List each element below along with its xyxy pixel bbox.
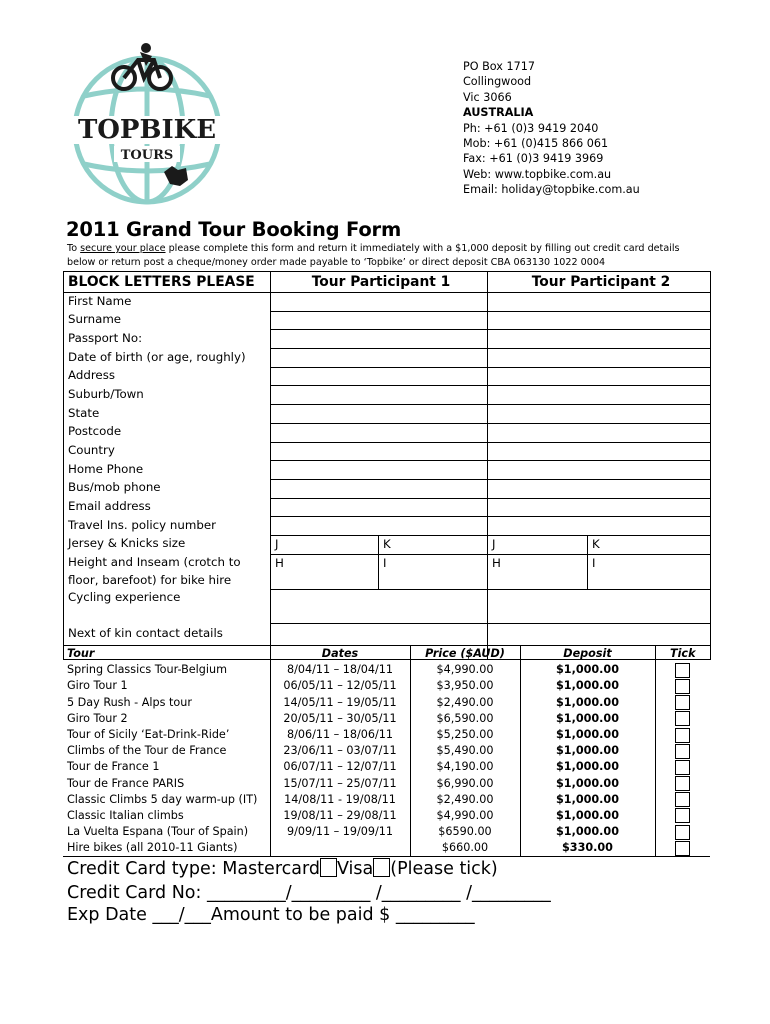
address-line: PO Box 1717 — [463, 60, 535, 73]
p2-field[interactable] — [488, 311, 711, 330]
tour-row — [63, 727, 710, 743]
p2-knicks-field[interactable]: K — [588, 535, 711, 554]
tour-name: Climbs of the Tour de France — [67, 744, 227, 758]
tour-row — [63, 759, 710, 775]
p2-cycling-field[interactable] — [488, 589, 711, 623]
tick-checkbox[interactable] — [675, 728, 690, 743]
p2-field[interactable] — [488, 330, 711, 349]
p1-field[interactable] — [271, 461, 488, 480]
logo-text: TOPBIKE — [77, 115, 217, 145]
p1-field[interactable] — [271, 423, 488, 442]
address-country: AUSTRALIA — [463, 106, 534, 120]
p2-field[interactable] — [488, 386, 711, 405]
tour-deposit: $1,000.00 — [520, 792, 655, 808]
p1-field[interactable] — [271, 479, 488, 498]
tour-dates: 06/07/11 – 12/07/11 — [270, 759, 410, 775]
tour-header: Tour — [63, 646, 270, 663]
field-label: Home Phone — [64, 461, 271, 480]
tour-name: 5 Day Rush - Alps tour — [67, 695, 192, 709]
tour-deposit: $1,000.00 — [520, 662, 655, 678]
field-label: Surname — [64, 311, 271, 330]
tour-price: $4,990.00 — [410, 808, 520, 824]
field-label: Date of birth (or age, roughly) — [64, 349, 271, 368]
p1-field[interactable] — [271, 386, 488, 405]
credit-card-type-line: Credit Card type: Mastercard Visa (Please tick) — [67, 859, 498, 879]
tour-name: La Vuelta Espana (Tour of Spain) — [67, 825, 249, 839]
tour-name: Hire bikes (all 2010-11 Giants) — [63, 840, 270, 857]
tick-checkbox[interactable] — [675, 744, 690, 759]
logo-subtext: TOURS — [120, 148, 174, 163]
address-line: Collingwood — [463, 75, 532, 89]
p2-field[interactable] — [488, 498, 711, 517]
p2-field[interactable] — [488, 517, 711, 536]
tour-dates — [270, 840, 410, 857]
p2-field[interactable] — [488, 423, 711, 442]
p2-field[interactable] — [488, 405, 711, 424]
tour-row — [63, 840, 710, 857]
tour-dates: 19/08/11 – 29/08/11 — [270, 808, 410, 824]
field-label: State — [64, 405, 271, 424]
secure-place-text: secure your place — [80, 243, 166, 254]
p1-cycling-field[interactable] — [271, 589, 488, 623]
tour-dates: 14/08/11 - 19/08/11 — [270, 792, 410, 808]
intro-text: To secure your place please complete this form and return it immediately with a $1,000 deposit by filling out credit card details below or return post a cheque/money order made payable to ‘Topbike’ or direct deposit CBA 063130 1022 0004 — [67, 243, 680, 268]
tour-dates: 20/05/11 – 30/05/11 — [270, 711, 410, 727]
tick-checkbox[interactable] — [675, 760, 690, 775]
mobile: Mob: +61 (0)415 866 061 — [463, 137, 609, 151]
p2-field[interactable] — [488, 349, 711, 368]
p2-inseam-field[interactable]: I — [588, 554, 711, 589]
field-label: Address — [64, 367, 271, 386]
topbike-logo — [62, 38, 232, 208]
p1-field[interactable] — [271, 442, 488, 461]
p1-height-field[interactable]: H — [271, 554, 379, 589]
tour-deposit: $1,000.00 — [520, 776, 655, 792]
tour-price: $660.00 — [410, 840, 520, 857]
tour-row — [63, 695, 710, 711]
tour-name: Giro Tour 1 — [67, 679, 128, 693]
field-label: Suburb/Town — [64, 386, 271, 405]
tour-dates: 8/04/11 – 18/04/11 — [270, 662, 410, 678]
tour-row — [63, 743, 710, 759]
tour-row — [63, 776, 710, 792]
field-label: Height and Inseam (crotch to floor, barefoot) for bike hire — [64, 554, 271, 589]
block-letters-header: BLOCK LETTERS PLEASE — [64, 272, 271, 293]
tour-name: Classic Italian climbs — [67, 808, 184, 822]
tour-dates: 14/05/11 – 19/05/11 — [270, 695, 410, 711]
field-label: Travel Ins. policy number — [64, 517, 271, 536]
address-line: Vic 3066 — [463, 90, 512, 104]
p2-height-field[interactable]: H — [488, 554, 588, 589]
tour-deposit: $1,000.00 — [520, 824, 655, 840]
p1-inseam-field[interactable]: I — [379, 554, 488, 589]
price-header: Price ($AUD) — [410, 646, 520, 663]
tour-row — [63, 824, 710, 840]
tick-checkbox[interactable] — [675, 663, 690, 678]
tour-deposit: $1,000.00 — [520, 695, 655, 711]
field-label: Postcode — [64, 423, 271, 442]
tour-price: $4,190.00 — [410, 759, 520, 775]
tick-header: Tick — [655, 646, 710, 663]
field-label: Email address — [64, 498, 271, 517]
field-label: Passport No: — [64, 330, 271, 349]
p1-field[interactable] — [271, 367, 488, 386]
p1-field[interactable] — [271, 293, 488, 312]
p1-field[interactable] — [271, 498, 488, 517]
p2-jersey-field[interactable]: J — [488, 535, 588, 554]
tick-checkbox[interactable] — [675, 711, 690, 726]
tour-row — [63, 711, 710, 727]
deposit-header: Deposit — [520, 646, 655, 663]
tour-deposit: $1,000.00 — [520, 808, 655, 824]
dates-header: Dates — [270, 646, 410, 663]
tour-deposit: $1,000.00 — [520, 759, 655, 775]
tour-price: $4,990.00 — [410, 662, 520, 678]
website: Web: www.topbike.com.au — [463, 167, 612, 181]
email: Email: holiday@topbike.com.au — [463, 183, 640, 197]
p1-knicks-field[interactable]: K — [379, 535, 488, 554]
tour-price: $6,590.00 — [410, 711, 520, 727]
tour-dates: 8/06/11 – 18/06/11 — [270, 727, 410, 743]
tour-name: Tour de France PARIS — [67, 776, 185, 790]
tick-checkbox[interactable] — [675, 808, 690, 823]
p1-jersey-field[interactable]: J — [271, 535, 379, 554]
p2-field[interactable] — [488, 479, 711, 498]
tour-dates: 06/05/11 – 12/05/11 — [270, 678, 410, 694]
participant-table — [63, 271, 711, 660]
tours-table — [63, 645, 710, 857]
tick-checkbox[interactable] — [675, 825, 690, 840]
page-title: 2011 Grand Tour Booking Form — [66, 218, 402, 241]
tour-deposit: $1,000.00 — [520, 711, 655, 727]
field-label: Country — [64, 442, 271, 461]
tour-name: Tour de France 1 — [67, 760, 160, 774]
tour-price: $6,990.00 — [410, 776, 520, 792]
tick-checkbox[interactable] — [675, 679, 690, 694]
field-label: Bus/mob phone — [64, 479, 271, 498]
participant-2-header: Tour Participant 2 — [488, 272, 711, 293]
tour-deposit: $1,000.00 — [520, 727, 655, 743]
p1-field[interactable] — [271, 349, 488, 368]
tour-name: Tour of Sicily ‘Eat-Drink-Ride’ — [67, 728, 230, 742]
field-label: Jersey & Knicks size — [64, 535, 271, 554]
visa-checkbox[interactable] — [373, 858, 390, 877]
tour-name: Spring Classics Tour-Belgium — [67, 663, 227, 677]
fax: Fax: +61 (0)3 9419 3969 — [463, 152, 604, 166]
contact-details — [463, 59, 640, 198]
tour-dates: 15/07/11 – 25/07/11 — [270, 776, 410, 792]
tour-name: Classic Climbs 5 day warm-up (IT) — [67, 792, 258, 806]
p2-field[interactable] — [488, 442, 711, 461]
tick-checkbox[interactable] — [675, 776, 690, 791]
tour-deposit: $1,000.00 — [520, 743, 655, 759]
tour-price: $6590.00 — [410, 824, 520, 840]
tour-row — [63, 662, 710, 678]
p1-field[interactable] — [271, 330, 488, 349]
tour-price: $2,490.00 — [410, 792, 520, 808]
tour-dates: 9/09/11 – 19/09/11 — [270, 824, 410, 840]
tour-price: $2,490.00 — [410, 695, 520, 711]
participant-1-header: Tour Participant 1 — [271, 272, 488, 293]
tick-checkbox[interactable] — [675, 695, 690, 710]
p1-field[interactable] — [271, 517, 488, 536]
tour-name: Giro Tour 2 — [67, 711, 128, 725]
p2-field[interactable] — [488, 461, 711, 480]
mastercard-checkbox[interactable] — [320, 858, 337, 877]
tour-row — [63, 678, 710, 694]
tour-deposit: $1,000.00 — [520, 678, 655, 694]
tick-checkbox[interactable] — [675, 841, 690, 856]
field-label: First Name — [64, 293, 271, 312]
expiry-amount-line[interactable]: Exp Date ___/___Amount to be paid $ _________ — [67, 905, 475, 925]
phone: Ph: +61 (0)3 9419 2040 — [463, 121, 599, 135]
tick-checkbox[interactable] — [675, 792, 690, 807]
p1-field[interactable] — [271, 311, 488, 330]
field-label: Cycling experience — [64, 589, 271, 623]
field-label: Next of kin contact details — [64, 623, 271, 660]
p2-field[interactable] — [488, 293, 711, 312]
tour-dates: 23/06/11 – 03/07/11 — [270, 743, 410, 759]
tour-price: $5,490.00 — [410, 743, 520, 759]
credit-card-number-line[interactable]: Credit Card No: _________/_________ /_________ /_________ — [67, 883, 551, 903]
tour-row — [63, 808, 710, 824]
p2-field[interactable] — [488, 367, 711, 386]
tour-deposit: $330.00 — [520, 840, 655, 857]
tour-row — [63, 792, 710, 808]
tour-price: $5,250.00 — [410, 727, 520, 743]
p1-field[interactable] — [271, 405, 488, 424]
tour-price: $3,950.00 — [410, 678, 520, 694]
